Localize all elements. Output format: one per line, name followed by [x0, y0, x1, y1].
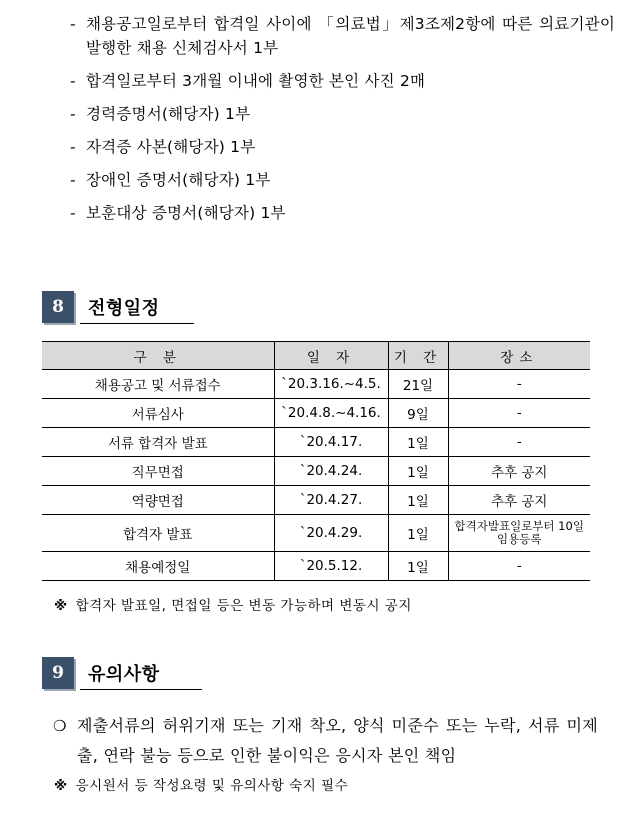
dash-marker: - [70, 171, 76, 189]
table-row [42, 457, 590, 486]
circle-bullet-icon: ❍ [53, 717, 67, 735]
cell-duration: 21일 [388, 370, 448, 399]
table-row [42, 370, 590, 399]
reference-mark: ※ [54, 778, 68, 794]
schedule-table [42, 341, 590, 581]
list-item-text: 보훈대상 증명서(해당자) 1부 [86, 204, 286, 222]
cell-duration: 9일 [388, 399, 448, 428]
list-item-text: 장애인 증명서(해당자) 1부 [86, 171, 271, 189]
cell-date: `20.4.29. [274, 515, 388, 552]
dash-marker: - [70, 204, 76, 222]
cell-category: 채용예정일 [42, 552, 274, 581]
header-location: 장소 [448, 342, 590, 370]
cell-location: - [448, 428, 590, 457]
table-header-row [42, 342, 590, 370]
cell-location: - [448, 399, 590, 428]
table-row [42, 515, 590, 552]
list-item-text: 채용공고일로부터 합격일 사이에 「의료법」제3조제2항에 따른 의료기관이 발행한 채용 신체검사서 1부 [86, 15, 615, 57]
note-text: 응시원서 등 작성요령 및 유의사항 숙지 필수 [75, 778, 349, 794]
cell-date: `20.5.12. [274, 552, 388, 581]
list-item [70, 102, 615, 126]
list-item-text: 자격증 사본(해당자) 1부 [86, 138, 256, 156]
cell-location: - [448, 370, 590, 399]
cell-duration: 1일 [388, 552, 448, 581]
schedule-note [54, 594, 412, 614]
cell-location: 추후 공지 [448, 457, 590, 486]
dash-marker: - [70, 138, 76, 156]
list-item [70, 69, 615, 93]
notice-text: 제출서류의 허위기재 또는 기재 착오, 양식 미준수 또는 누락, 서류 미제출, 연락 불능 등으로 인한 불이익은 응시자 본인 책임 [77, 716, 598, 765]
cell-duration: 1일 [388, 515, 448, 552]
dash-marker: - [70, 15, 76, 33]
section-number-badge: 8 [42, 291, 74, 323]
section-number-badge: 9 [42, 657, 74, 689]
section-heading-schedule [42, 290, 160, 324]
table-row [42, 428, 590, 457]
list-item-text: 합격일로부터 3개월 이내에 촬영한 본인 사진 2매 [86, 72, 426, 90]
title-underline [80, 689, 202, 690]
dash-marker: - [70, 72, 76, 90]
note-text: 합격자 발표일, 면접일 등은 변동 가능하며 변동시 공지 [75, 598, 412, 614]
cell-duration: 1일 [388, 486, 448, 515]
table-row [42, 399, 590, 428]
section-heading-notices [42, 656, 160, 690]
title-underline [80, 323, 194, 324]
cell-date: `20.4.27. [274, 486, 388, 515]
cell-category: 채용공고 및 서류접수 [42, 370, 274, 399]
header-duration: 기 간 [388, 342, 448, 370]
list-item [70, 168, 615, 192]
cell-date: `20.4.24. [274, 457, 388, 486]
cell-date: `20.4.17. [274, 428, 388, 457]
section-title: 전형일정 [88, 298, 160, 319]
cell-location: - [448, 552, 590, 581]
list-item-text: 경력증명서(해당자) 1부 [86, 105, 251, 123]
cell-category: 합격자 발표 [42, 515, 274, 552]
list-item [70, 201, 615, 225]
final-note [54, 774, 348, 794]
cell-category: 직무면접 [42, 457, 274, 486]
dash-marker: - [70, 105, 76, 123]
notice-bullet [53, 711, 598, 771]
required-documents-list [70, 12, 615, 225]
table-row [42, 552, 590, 581]
section-title: 유의사항 [88, 664, 160, 685]
list-item [70, 135, 615, 159]
cell-date: `20.3.16.~4.5. [274, 370, 388, 399]
list-item [70, 12, 615, 60]
cell-duration: 1일 [388, 457, 448, 486]
cell-category: 역량면접 [42, 486, 274, 515]
header-category: 구 분 [42, 342, 274, 370]
cell-duration: 1일 [388, 428, 448, 457]
header-date: 일 자 [274, 342, 388, 370]
cell-location: 합격자발표일로부터 10일 임용등록 [448, 515, 590, 552]
table-row [42, 486, 590, 515]
cell-location: 추후 공지 [448, 486, 590, 515]
cell-category: 서류 합격자 발표 [42, 428, 274, 457]
cell-date: `20.4.8.~4.16. [274, 399, 388, 428]
reference-mark: ※ [54, 598, 68, 614]
cell-category: 서류심사 [42, 399, 274, 428]
